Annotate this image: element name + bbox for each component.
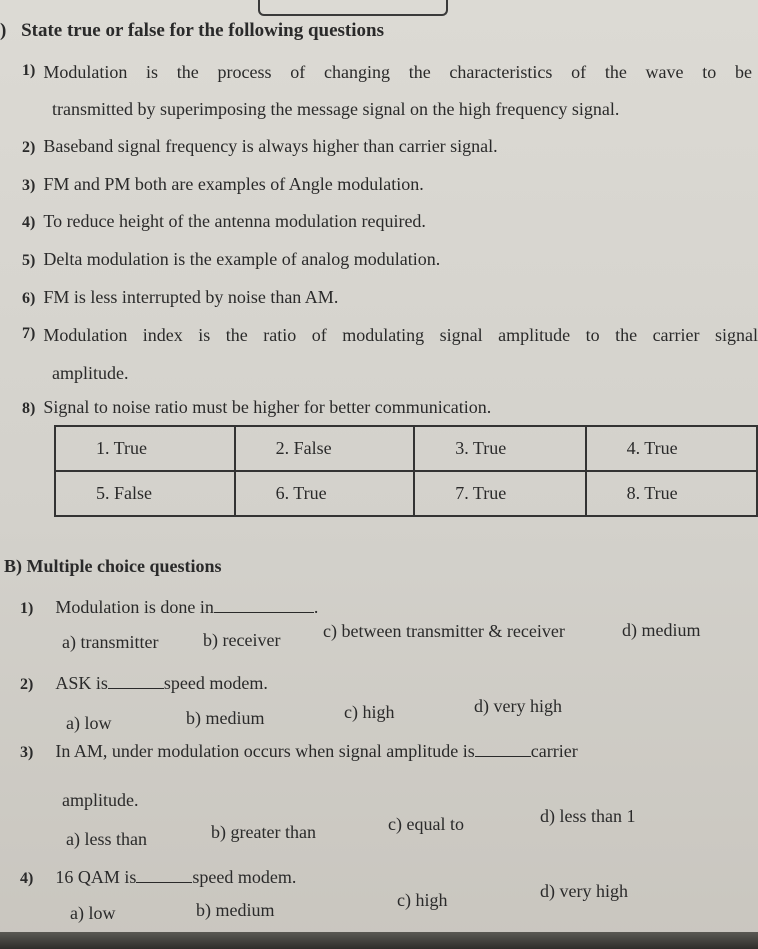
header-box-edge bbox=[258, 0, 448, 16]
tf-question-5 bbox=[22, 249, 440, 270]
option-a: a) less than bbox=[66, 829, 147, 849]
table-row bbox=[55, 426, 757, 471]
option-c: c) equal to bbox=[388, 814, 464, 834]
question-number: 2) bbox=[20, 676, 34, 693]
tf-question-4 bbox=[22, 211, 426, 232]
answer-blank bbox=[214, 596, 314, 613]
question-number: 8) bbox=[22, 400, 36, 417]
answer-cell: 3. True bbox=[414, 426, 585, 471]
option-d: d) less than 1 bbox=[540, 806, 636, 826]
option-b: b) greater than bbox=[211, 822, 316, 842]
tf-question-8 bbox=[22, 397, 491, 418]
question-number: 2) bbox=[22, 139, 36, 156]
question-number: 3) bbox=[22, 177, 36, 194]
table-row bbox=[55, 471, 757, 516]
question-text: Modulation is the process of changing the characteristics of the wave to be bbox=[43, 62, 752, 82]
answer-blank bbox=[136, 866, 192, 883]
answer-cell: 2. False bbox=[235, 426, 415, 471]
option-d: d) very high bbox=[540, 881, 628, 901]
question-number: 1) bbox=[20, 600, 34, 617]
question-text: In AM, under modulation occurs when signal amplitude is bbox=[55, 741, 475, 761]
question-number: 7) bbox=[22, 325, 36, 342]
section-b-heading: B) Multiple choice questions bbox=[4, 556, 222, 576]
tf-question-3 bbox=[22, 174, 424, 195]
tf-question-1-cont: transmitted by superimposing the message signal on the high frequency signal. bbox=[52, 99, 620, 119]
answer-cell: 5. False bbox=[55, 471, 235, 516]
tf-question-1 bbox=[22, 62, 752, 83]
answer-blank bbox=[108, 672, 164, 689]
question-text-end: carrier bbox=[530, 741, 578, 761]
option-a: a) low bbox=[66, 713, 112, 733]
answer-table bbox=[54, 425, 758, 517]
answer-cell: 7. True bbox=[414, 471, 585, 516]
option-d: d) very high bbox=[474, 696, 562, 716]
mcq-question-2 bbox=[20, 672, 268, 694]
section-a-heading bbox=[0, 20, 384, 42]
question-text: ASK is bbox=[55, 673, 108, 693]
option-b: b) receiver bbox=[203, 630, 281, 650]
question-number: 3) bbox=[20, 744, 34, 761]
question-text: To reduce height of the antenna modulation required. bbox=[43, 211, 426, 231]
answer-cell: 8. True bbox=[586, 471, 757, 516]
question-text-end: speed modem. bbox=[192, 867, 297, 887]
section-a-marker: ) bbox=[0, 20, 7, 41]
tf-question-7 bbox=[22, 325, 758, 346]
page-bottom-shadow bbox=[0, 932, 758, 949]
question-text-end: . bbox=[313, 597, 319, 617]
option-c: c) high bbox=[397, 890, 448, 910]
option-d: d) medium bbox=[622, 620, 701, 640]
question-text: 16 QAM is bbox=[55, 867, 137, 887]
tf-question-7-cont: amplitude. bbox=[52, 363, 129, 383]
question-number: 4) bbox=[20, 870, 34, 887]
mcq-question-3 bbox=[20, 740, 578, 762]
question-number: 4) bbox=[22, 214, 36, 231]
question-text: FM and PM both are examples of Angle modulation. bbox=[43, 174, 424, 194]
option-a: a) low bbox=[70, 903, 116, 923]
question-number: 1) bbox=[22, 62, 36, 79]
answer-cell: 6. True bbox=[235, 471, 415, 516]
question-text: Signal to noise ratio must be higher for better communication. bbox=[43, 397, 492, 417]
option-b: b) medium bbox=[196, 900, 275, 920]
option-b: b) medium bbox=[186, 708, 265, 728]
answer-cell: 1. True bbox=[55, 426, 235, 471]
question-text: FM is less interrupted by noise than AM. bbox=[43, 287, 339, 307]
answer-cell: 4. True bbox=[586, 426, 757, 471]
question-text: Delta modulation is the example of analog modulation. bbox=[43, 249, 441, 269]
question-text: Modulation index is the ratio of modulating signal amplitude to the carrier signal bbox=[43, 325, 758, 345]
mcq-question-1 bbox=[20, 596, 318, 618]
tf-question-2 bbox=[22, 136, 498, 157]
option-c: c) between transmitter & receiver bbox=[323, 621, 565, 641]
question-number: 6) bbox=[22, 290, 36, 307]
question-number: 5) bbox=[22, 252, 36, 269]
tf-question-6 bbox=[22, 287, 338, 308]
question-text: Baseband signal frequency is always higher than carrier signal. bbox=[43, 136, 498, 156]
question-text: Modulation is done in bbox=[55, 597, 214, 617]
option-c: c) high bbox=[344, 702, 395, 722]
mcq-question-3-cont: amplitude. bbox=[62, 790, 139, 810]
question-text-end: speed modem. bbox=[163, 673, 268, 693]
answer-blank bbox=[475, 740, 531, 757]
mcq-question-4 bbox=[20, 866, 296, 888]
section-a-title: State true or false for the following questions bbox=[21, 20, 384, 41]
option-a: a) transmitter bbox=[62, 632, 159, 652]
